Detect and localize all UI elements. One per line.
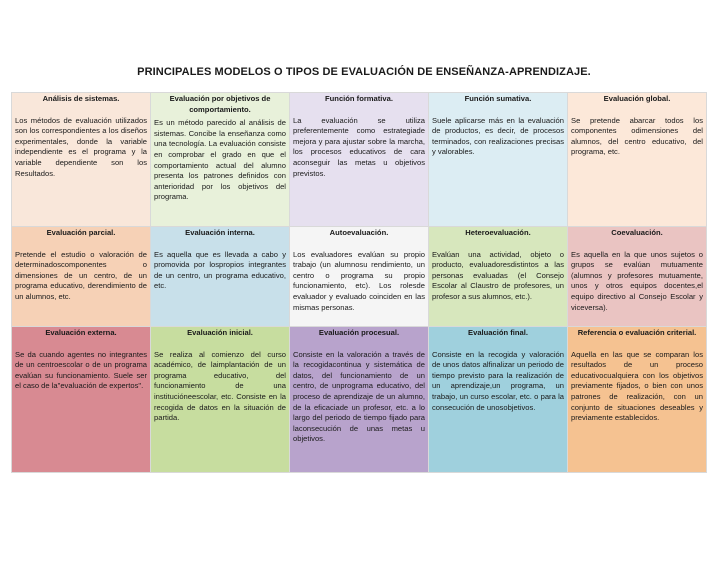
cell-text: Se da cuando agentes no integrantes de un centroescolar o de un programa evalúan su funcionamiento. Suele ser el caso de la"evaluación de expertos". [15, 349, 147, 391]
cell-title: Evaluación interna. [185, 228, 255, 237]
table-cell [151, 93, 290, 227]
table-cell [429, 93, 568, 227]
cell-title: Evaluación global. [603, 94, 671, 103]
cell-text: Los evaluadores evalúan su propio trabajo (un alumnosu rendimiento, un centro o programa su propio funcionamiento, etc). Los rolesde evaluador y evaluado coinciden en las mismas personas. [293, 249, 425, 312]
cell-title: Función formativa. [325, 94, 393, 103]
cell-text: Consiste en la valoración a través de la recogidacontinua y sistemática de datos, del funcionamiento de un centro, de unprograma educativo, del proceso de aprendizaje de un alumno, de la eficaciade un profesor, etc. a lo largo del periodo de tiempo fijado para laconsecución de unas metas u objetivos. [293, 349, 425, 444]
table-cell [12, 93, 151, 227]
table-cell [429, 327, 568, 473]
cell-title: Análisis de sistemas. [42, 94, 120, 103]
cell-title: Evaluación por objetivos de comportamiento. [169, 94, 271, 114]
table-cell [151, 327, 290, 473]
cell-title: Evaluación procesual. [318, 328, 400, 337]
document-title: PRINCIPALES MODELOS O TIPOS DE EVALUACIÓN DE ENSEÑANZA-APRENDIZAJE. [137, 66, 591, 78]
table-cell [290, 227, 429, 327]
table-cell [12, 327, 151, 473]
cell-title: Referencia o evaluación criterial. [577, 328, 697, 337]
cell-title: Evaluación inicial. [187, 328, 253, 337]
table-row [12, 93, 707, 227]
cell-text: Es un método parecido al análisis de sistemas. Concibe la enseñanza como una tecnología. La evaluación consiste en comprobar el grado en que el comportamiento actual del alumno presenta los patrones definidos con anterioridad por los objetivos del programa. [154, 118, 286, 202]
cell-text: Es aquella en la que unos sujetos o grupos se evalúan mutuamente (alumnos y profesores mutuamente, unos y otros equipos docentes,el equipo directivo al Consejo Escolar y viceversa). [571, 249, 703, 312]
cell-title: Evaluación parcial. [46, 228, 116, 237]
cell-title: Coevaluación. [611, 228, 663, 237]
evaluation-types-table [11, 92, 707, 473]
cell-text: Suele aplicarse más en la evaluación de productos, es decir, de procesos terminados, con realizaciones precisas y valorables. [432, 115, 564, 157]
cell-title: Evaluación externa. [45, 328, 117, 337]
table-cell [12, 227, 151, 327]
cell-title: Heteroevaluación. [465, 228, 531, 237]
cell-text: La evaluación se utiliza preferentemente como estrategiade mejora y para ajustar sobre la marcha, los procesos educativos de cara aconseguir las metas u objetivos previstos. [293, 115, 425, 178]
cell-text: Pretende el estudio o valoración de determinadoscomponentes o dimensiones de un centro, de un programa educativo, derendimiento de un alumnos, etc. [15, 249, 147, 301]
cell-title: Autoevaluación. [329, 228, 389, 237]
cell-text: Consiste en la recogida y valoración de unos datos alfinalizar un periodo de tiempo previsto para la realización de un aprendizaje,un programa, un trabajo, un curso escolar, etc. o para la consecución de unosobjetivos. [432, 349, 564, 412]
table-cell [290, 327, 429, 473]
table-row [12, 327, 707, 473]
cell-text: Los métodos de evaluación utilizados son los correspondientes a los diseños experimentales, donde la variable independiente es el programa y la variable dependiente son los Resultados. [15, 115, 147, 178]
cell-text: Se pretende abarcar todos los componentes odimensiones del alumnos, del centro educativo, del programa, etc. [571, 115, 703, 157]
table-cell [290, 93, 429, 227]
table-cell [568, 227, 707, 327]
table-cell [568, 327, 707, 473]
cell-text: Aquella en las que se comparan los resultados de un proceso educativocualquiera con los objetivos previamente fijados, o bien con unos patrones de realización, con un conjunto de situaciones deseables y previamente establecidos. [571, 349, 703, 423]
table-cell [151, 227, 290, 327]
cell-text: Se realiza al comienzo del curso académico, de laimplantación de un programa educativo, del funcionamiento de una institucióneescolar, etc. Consiste en la recogida de datos en la situación de partida. [154, 349, 286, 423]
table-cell [429, 227, 568, 327]
cell-title: Función sumativa. [464, 94, 532, 103]
cell-title: Evaluación final. [468, 328, 528, 337]
cell-text: Es aquella que es llevada a cabo y promovida por lospropios integrantes de un centro, un programa educativo, etc. [154, 249, 286, 291]
table-cell [568, 93, 707, 227]
table-row [12, 227, 707, 327]
cell-text: Evalúan una actividad, objeto o producto, evaluadoresdistintos a las personas evaluadas (el Consejo Escolar al Claustro de profesores, un profesor a sus alumnos, etc.). [432, 249, 564, 301]
